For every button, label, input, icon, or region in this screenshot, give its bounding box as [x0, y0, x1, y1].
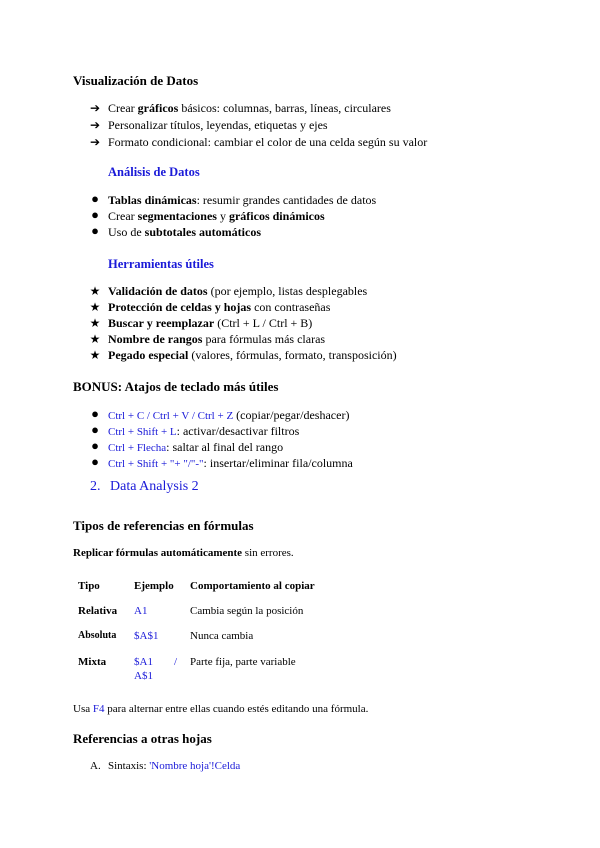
star-bullet-icon: ★: [89, 332, 101, 346]
document-page: Visualización de Datos ➔ Crear gráficos básicos: columnas, barras, líneas, circulares ➔ Personalizar títulos, leyendas, etiquetas y ejes ➔ Formato condicional: cambiar el color de una celda según su valor Análisis de Datos ● Tablas dinámicas: resumir grandes cantidades de datos ● Crear segmentaciones y gráficos dinámicos ● Uso de subtotales automáticos Herramientas útiles ★ Validación de datos (por ejemplo, listas desplegables ★ Protección de celdas y hojas con contraseñas ★ Buscar y reemplazar (Ctrl + L / Ctrl + B) ★ Nombre de rangos para fórmulas más claras ★ Pegado especial (valores, fórmulas, formato, transposición) BONUS: Atajos de teclado más útiles ● Ctrl + C / Ctrl + V / Ctrl + Z (copiar/pegar/deshacer) ● Ctrl + Shift + L: activar/desactivar filtros ● Ctrl + Flecha: saltar al final del rango ● Ctrl + Shift + "+ "/"-": insertar/eliminar fila/columna 2. Data Analysis 2 Tipos de referencias en fórmulas Replicar fórmulas automáticamente sin errores. Tipo Ejemplo Comportamiento al copiar Relativa A1 Cambia según la posición Absoluta $A$1 Nunca cambia Mixta $A1 / A$1 Parte fija, parte variable Usa F4 para alternar entre ellas cuando estés editando una fórmula. Referencias a otras hojas A. Sintaxis: 'Nombre hoja'!Celda: [73, 73, 428, 772]
table-cell-tipo: Relativa: [78, 605, 118, 617]
intro-text: Replicar fórmulas automáticamente sin errores.: [73, 547, 294, 559]
bullet-dot-icon: ●: [91, 438, 99, 453]
table-cell-ejemplo-2: A$1: [134, 670, 153, 682]
table-cell-tipo: Absoluta: [78, 630, 117, 641]
table-cell-ejemplo: $A$1: [134, 630, 159, 642]
bullet-dot-icon: ●: [91, 207, 99, 222]
table-cell-ejemplo: $A1: [134, 656, 153, 668]
numbered-heading-text: Data Analysis 2: [110, 479, 199, 494]
arrow-bullet-icon: ➔: [89, 101, 101, 115]
heading-bonus: BONUS: Atajos de teclado más útiles: [73, 379, 279, 394]
heading-analisis: Análisis de Datos: [108, 165, 200, 179]
numbered-heading-number: 2.: [90, 479, 101, 494]
list-label: A.: [90, 760, 101, 772]
table-cell-ejemplo: A1: [134, 605, 148, 617]
table-cell-comportamiento: Parte fija, parte variable: [190, 656, 296, 668]
table-cell-comportamiento: Nunca cambia: [190, 630, 254, 642]
bullet-dot-icon: ●: [91, 191, 99, 206]
bullet-dot-icon: ●: [91, 223, 99, 238]
table-header-tipo: Tipo: [78, 580, 100, 592]
arrow-bullet-icon: ➔: [89, 135, 101, 149]
table-cell-tipo: Mixta: [78, 656, 107, 668]
bullet-dot-icon: ●: [91, 422, 99, 437]
table-cell-comportamiento: Cambia según la posición: [190, 605, 304, 617]
bullet-dot-icon: ●: [91, 454, 99, 469]
heading-tipos-referencias: Tipos de referencias en fórmulas: [73, 518, 254, 533]
numbered-heading: [90, 479, 199, 495]
f4-note: Usa F4 para alternar entre ellas cuando estés editando una fórmula.: [73, 703, 369, 715]
arrow-bullet-icon: ➔: [89, 118, 101, 132]
heading-herramientas: Herramientas útiles: [108, 257, 214, 271]
heading-visualizacion: Visualización de Datos: [73, 73, 199, 88]
bullet-dot-icon: ●: [91, 406, 99, 421]
list-item: A. Sintaxis: 'Nombre hoja'!Celda: [90, 760, 241, 772]
table-header-ejemplo: Ejemplo: [134, 580, 174, 592]
table-cell-separator: /: [174, 656, 178, 668]
star-bullet-icon: ★: [89, 284, 101, 298]
star-bullet-icon: ★: [89, 300, 101, 314]
star-bullet-icon: ★: [89, 316, 101, 330]
star-bullet-icon: ★: [89, 348, 101, 362]
table-header-comportamiento: Comportamiento al copiar: [190, 580, 315, 592]
heading-otras-hojas: Referencias a otras hojas: [73, 731, 212, 746]
